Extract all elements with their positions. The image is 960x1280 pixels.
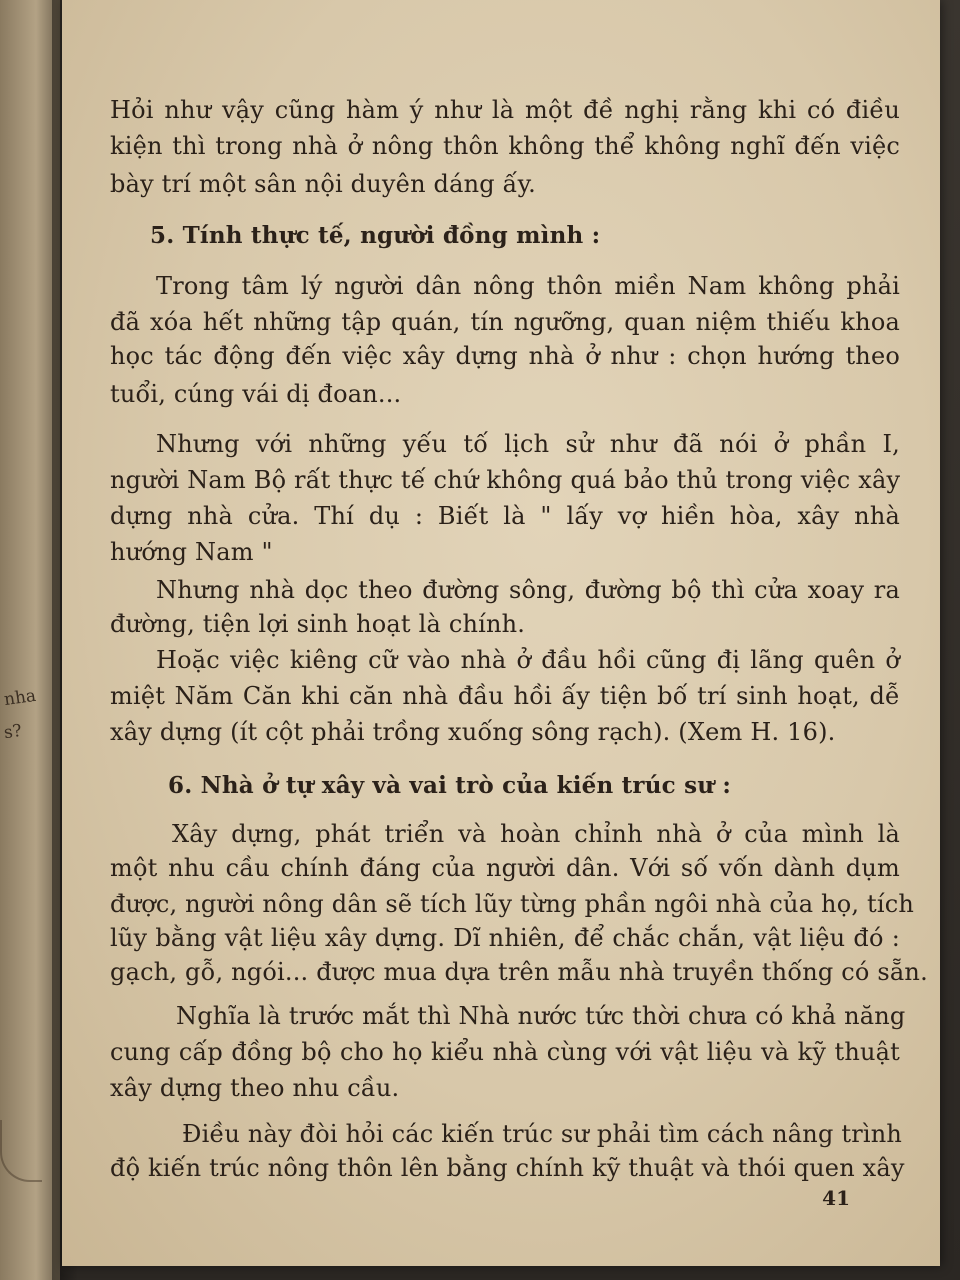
text-line: Nhưng với những yếu tố lịch sử như đã nói ở phần I, [156, 430, 900, 458]
text-line: đã xóa hết những tập quán, tín ngưỡng, quan niệm thiếu khoa [110, 308, 900, 336]
text-line: lũy bằng vật liệu xây dựng. Dĩ nhiên, để chắc chắn, vật liệu đó : [110, 924, 900, 952]
text-line: Nghĩa là trước mắt thì Nhà nước tức thời chưa có khả năng [176, 1002, 906, 1030]
text-line: Nhưng nhà dọc theo đường sông, đường bộ thì cửa xoay ra [156, 576, 900, 604]
text-line: người Nam Bộ rất thực tế chứ không quá bảo thủ trong việc xây [110, 466, 901, 494]
text-line: xây dựng theo nhu cầu. [110, 1074, 400, 1102]
text-line: gạch, gỗ, ngói... được mua dựa trên mẫu nhà truyền thống có sẵn. [110, 958, 928, 986]
book-page [62, 0, 940, 1266]
text-line: bày trí một sân nội duyên dáng ấy. [110, 170, 536, 198]
page-number: 41 [822, 1186, 850, 1210]
section-heading-6: 6. Nhà ở tự xây và vai trò của kiến trúc sư : [168, 772, 732, 799]
text-line: học tác động đến việc xây dựng nhà ở như : chọn hướng theo [110, 342, 900, 370]
text-line: kiện thì trong nhà ở nông thôn không thể không nghĩ đến việc [110, 132, 900, 160]
text-line: độ kiến trúc nông thôn lên bằng chính kỹ thuật và thói quen xây [110, 1154, 905, 1182]
section-heading-5: 5. Tính thực tế, người đồng mình : [150, 222, 601, 249]
text-line: đường, tiện lợi sinh hoạt là chính. [110, 610, 526, 638]
left-page-edge [0, 0, 60, 1280]
text-line: một nhu cầu chính đáng của người dân. Với số vốn dành dụm [110, 854, 900, 882]
text-line: cung cấp đồng bộ cho họ kiểu nhà cùng với vật liệu và kỹ thuật [110, 1038, 900, 1066]
left-page-fragment: nha [2, 685, 38, 711]
text-line: miệt Năm Căn khi căn nhà đầu hồi ấy tiện bố trí sinh hoạt, dễ [110, 682, 900, 710]
text-line: Điều này đòi hỏi các kiến trúc sư phải tìm cách nâng trình [182, 1120, 903, 1148]
text-line: Xây dựng, phát triển và hoàn chỉnh nhà ở của mình là [172, 820, 900, 848]
text-line: Hoặc việc kiêng cữ vào nhà ở đầu hồi cũng đị lãng quên ở [156, 646, 900, 674]
text-line: được, người nông dân sẽ tích lũy từng phần ngôi nhà của họ, tích [110, 890, 915, 918]
left-page-scribble [0, 1120, 42, 1182]
text-line: Trong tâm lý người dân nông thôn miền Nam không phải [156, 272, 900, 300]
text-line: dựng nhà cửa. Thí dụ : Biết là " lấy vợ hiền hòa, xây nhà [110, 502, 900, 530]
text-line: hướng Nam " [110, 538, 273, 566]
left-page-fragment: s? [2, 720, 24, 744]
text-line: tuổi, cúng vái dị đoan... [110, 380, 402, 408]
text-line: Hỏi như vậy cũng hàm ý như là một đề nghị rằng khi có điều [110, 96, 900, 124]
text-line: xây dựng (ít cột phải trồng xuống sông rạch). (Xem H. 16). [110, 718, 836, 746]
